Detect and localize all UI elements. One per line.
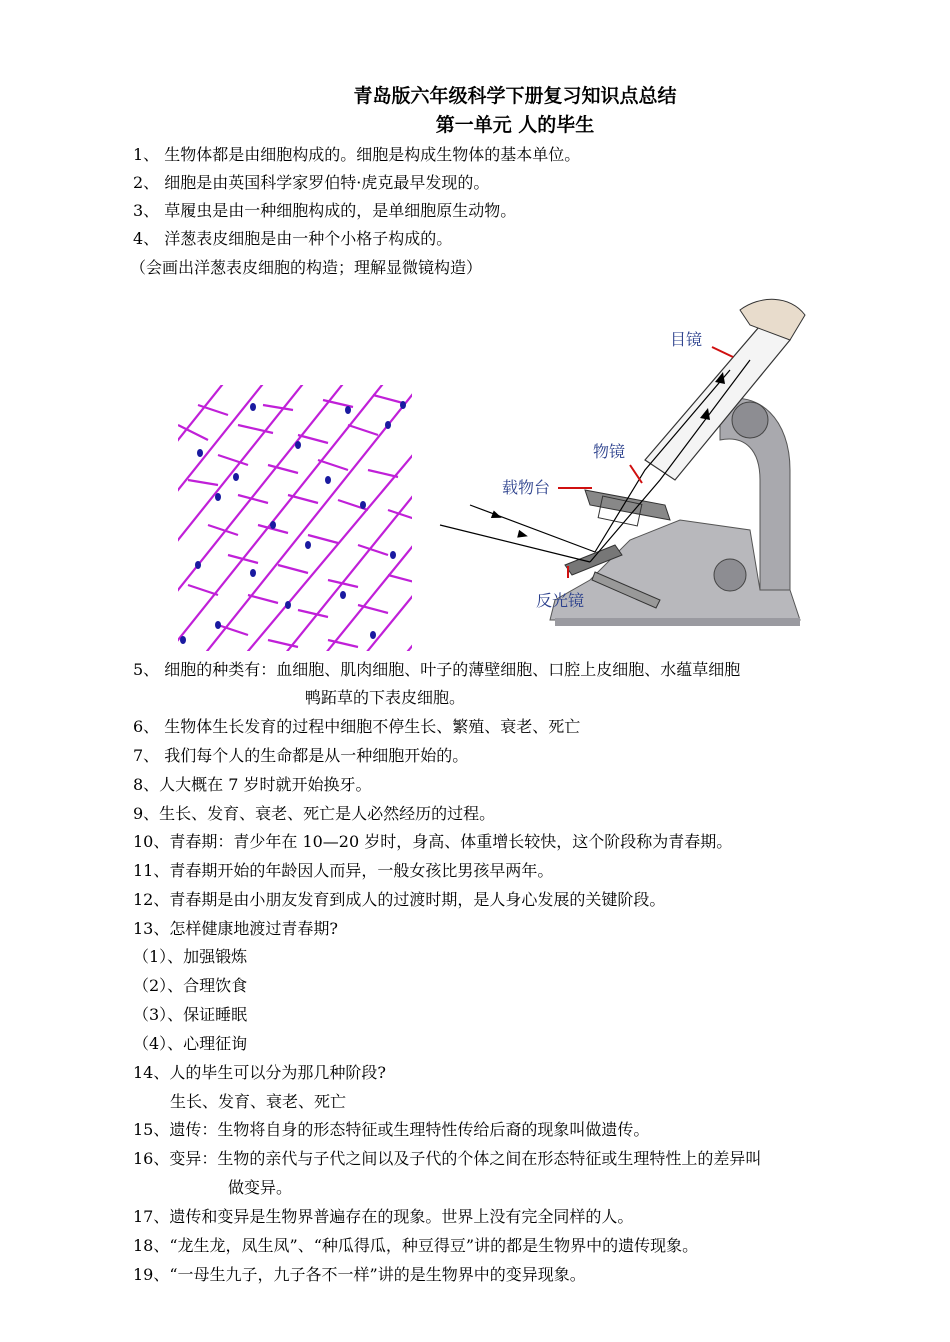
item-6: 6、 生物体生长发育的过程中细胞不停生长、繁殖、衰老、死亡 (133, 717, 581, 736)
item-14-answer: 生长、发育、衰老、死亡 (170, 1092, 347, 1111)
item-16-cont: 做变异。 (228, 1178, 293, 1197)
item-16: 16、变异：生物的亲代与子代之间以及子代的个体之间在形态特征或生理特性上的差异叫 (133, 1149, 762, 1168)
label-eyepiece: 目镜 (670, 330, 703, 349)
item-1: 1、 生物体都是由细胞构成的。细胞是构成生物体的基本单位。 (133, 145, 581, 164)
item-3: 3、 草履虫是由一种细胞构成的，是单细胞原生动物。 (133, 201, 517, 220)
label-stage: 载物台 (502, 478, 551, 497)
item-13: 13、怎样健康地渡过青春期? (133, 919, 338, 938)
item-4-note: （会画出洋葱表皮细胞的构造；理解显微镜构造） (130, 258, 483, 277)
item-5-cont: 鸭跖草的下表皮细胞。 (305, 688, 466, 707)
item-12: 12、青春期是由小朋友发育到成人的过渡时期，是人身心发展的关键阶段。 (133, 890, 666, 909)
unit-title: 第一单元 人的毕生 (435, 114, 595, 136)
onion-cell-illustration (178, 385, 412, 651)
item-17: 17、遗传和变异是生物界普遍存在的现象。世界上没有完全同样的人。 (133, 1207, 634, 1226)
item-8: 8、人大概在 7 岁时就开始换牙。 (133, 775, 372, 794)
item-14: 14、人的毕生可以分为那几种阶段? (133, 1063, 386, 1082)
item-2: 2、 细胞是由英国科学家罗伯特·虎克最早发现的。 (133, 173, 490, 192)
item-7: 7、 我们每个人的生命都是从一种细胞开始的。 (133, 746, 469, 765)
item-4: 4、 洋葱表皮细胞是由一种个小格子构成的。 (133, 229, 453, 248)
item-13-b: （2）、合理饮食 (133, 976, 248, 995)
item-18: 18、“龙生龙，凤生凤”、“种瓜得瓜，种豆得豆”讲的都是生物界中的遗传现象。 (133, 1236, 699, 1255)
microscope-diagram (430, 290, 820, 645)
item-11: 11、青春期开始的年龄因人而异，一般女孩比男孩早两年。 (133, 861, 554, 880)
label-objective: 物镜 (593, 442, 626, 461)
item-9: 9、生长、发育、衰老、死亡是人必然经历的过程。 (133, 804, 496, 823)
item-10: 10、青春期：青少年在 10—20 岁时，身高、体重增长较快，这个阶段称为青春期。 (133, 832, 733, 851)
item-5: 5、 细胞的种类有：血细胞、肌肉细胞、叶子的薄壁细胞、口腔上皮细胞、水蕴草细胞 (133, 660, 741, 679)
item-15: 15、遗传：生物将自身的形态特征或生理特性传给后裔的现象叫做遗传。 (133, 1120, 650, 1139)
document-title: 青岛版六年级科学下册复习知识点总结 (353, 85, 677, 107)
item-13-d: （4）、心理征询 (133, 1034, 248, 1053)
item-19: 19、“一母生九子，九子各不一样”讲的是生物界中的变异现象。 (133, 1265, 586, 1284)
item-13-a: （1）、加强锻炼 (133, 947, 248, 966)
item-13-c: （3）、保证睡眠 (133, 1005, 248, 1024)
label-mirror: 反光镜 (536, 591, 585, 610)
